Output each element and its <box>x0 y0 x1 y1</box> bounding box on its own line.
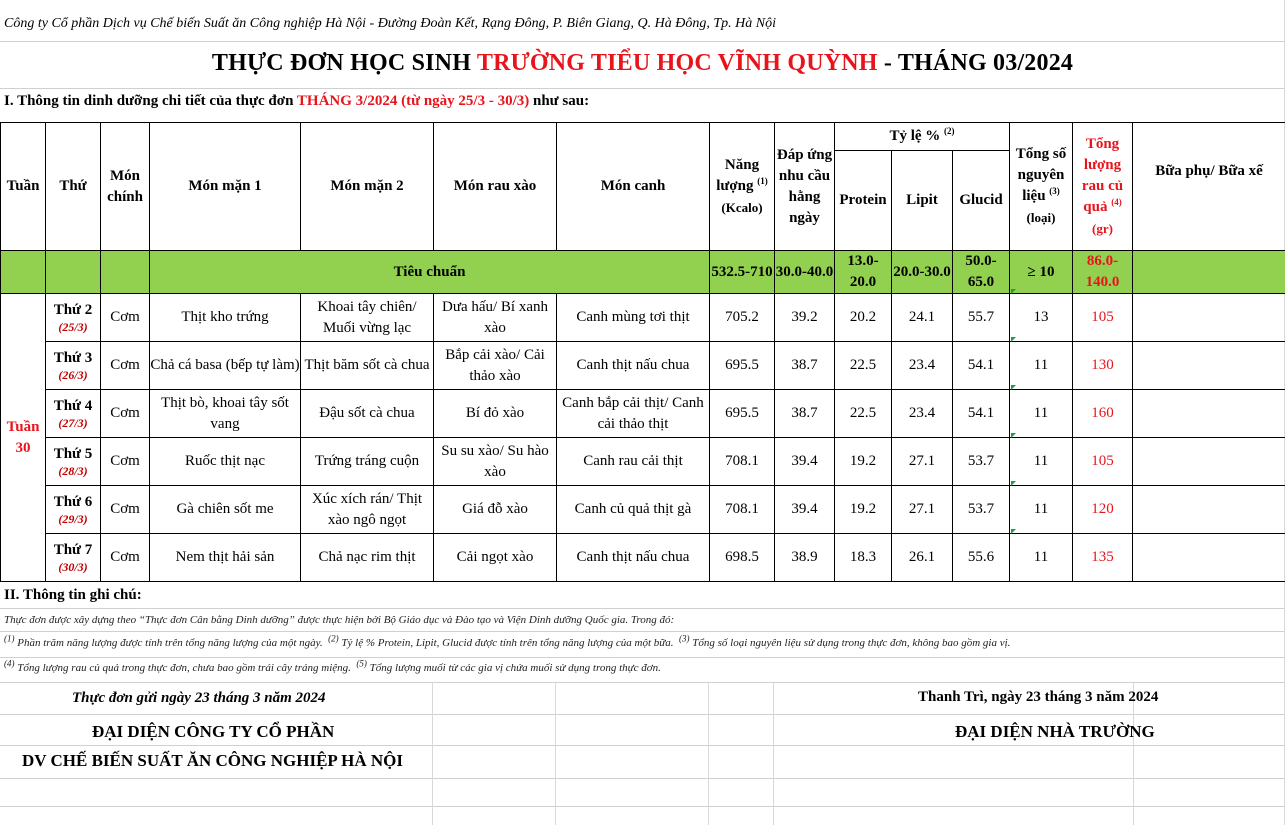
cell-mon-man-1: Nem thịt hải sản <box>150 534 301 582</box>
sent-date: Thực đơn gửi ngày 23 tháng 3 năm 2024 <box>72 690 326 706</box>
note-4: Tổng lượng rau củ quả trong thực đơn, chưa bao gồm trái cây tráng miệng. <box>14 662 351 674</box>
cell-mon-rau-xao: Dưa hấu/ Bí xanh xào <box>434 294 557 342</box>
cell-mon-canh: Canh bắp cải thịt/ Canh cải thảo thịt <box>557 390 710 438</box>
cell-tong-luong: 130 <box>1073 342 1133 390</box>
header-protein: Protein <box>835 151 892 251</box>
standard-nang-luong: 532.5-710 <box>710 251 775 294</box>
day-name: Thứ 4 <box>53 397 93 414</box>
day-name: Thứ 2 <box>53 301 93 318</box>
cell-bua-phu <box>1133 534 1285 582</box>
cell-nang-luong: 708.1 <box>710 438 775 486</box>
header-tong-luong-label: Tổng lượng rau củ quả <box>1081 135 1124 215</box>
day-date: (25/3) <box>58 319 88 334</box>
cell-glucid: 54.1 <box>953 342 1010 390</box>
note-2-sup: (2) <box>328 633 339 644</box>
note-line-1 <box>4 633 1011 649</box>
section1-suffix: như sau: <box>529 93 590 109</box>
section2-heading: II. Thông tin ghi chú: <box>4 587 142 603</box>
cell-tong-so: 11 <box>1010 534 1073 582</box>
cell-tong-so: 11 <box>1010 390 1073 438</box>
company-representative-line1: ĐẠI DIỆN CÔNG TY CỔ PHẦN <box>92 722 335 741</box>
cell-mon-man-2: Đậu sốt cà chua <box>301 390 434 438</box>
cell-mon-canh: Canh rau cải thịt <box>557 438 710 486</box>
cell-nang-luong: 705.2 <box>710 294 775 342</box>
school-representative: ĐẠI DIỆN NHÀ TRƯỜNG <box>955 722 1155 741</box>
note-5: Tổng lượng muối từ các gia vị chứa muối sử dụng trong thực đơn. <box>366 662 661 674</box>
cell-tong-luong: 105 <box>1073 438 1133 486</box>
cell-glucid: 55.6 <box>953 534 1010 582</box>
cell-lipit: 27.1 <box>892 438 953 486</box>
cell-mon-rau-xao: Bí đỏ xào <box>434 390 557 438</box>
cell-mon-chinh: Cơm <box>101 438 150 486</box>
cell-tong-luong: 160 <box>1073 390 1133 438</box>
cell-dap-ung: 38.7 <box>775 390 835 438</box>
header-nang-luong-sup: (1) <box>757 175 768 186</box>
cell-mon-man-1: Chả cá basa (bếp tự làm) <box>150 342 301 390</box>
header-ty-le <box>835 123 1010 151</box>
cell-mon-man-1: Gà chiên sốt me <box>150 486 301 534</box>
cell-protein: 20.2 <box>835 294 892 342</box>
standard-row <box>1 251 1285 294</box>
cell-tong-so: 13 <box>1010 294 1073 342</box>
cell-mon-man-2: Thịt băm sốt cà chua <box>301 342 434 390</box>
cell-mon-man-2: Xúc xích rán/ Thịt xào ngô ngọt <box>301 486 434 534</box>
cell-mon-man-1: Thịt kho trứng <box>150 294 301 342</box>
cell-dap-ung: 38.9 <box>775 534 835 582</box>
note-2: Tỷ lệ % Protein, Lipit, Glucid được tính trên tổng năng lượng của một bữa. <box>338 637 674 649</box>
header-nang-luong-label: Năng lượng <box>716 156 760 194</box>
cell-protein: 22.5 <box>835 342 892 390</box>
standard-protein: 13.0-20.0 <box>835 251 892 294</box>
standard-tong-so: ≥ 10 <box>1010 251 1073 294</box>
title-part1: THỰC ĐƠN HỌC SINH <box>211 50 477 76</box>
company-representative-line2: DV CHẾ BIẾN SUẤT ĂN CÔNG NGHIỆP HÀ NỘI <box>22 751 403 770</box>
table-row <box>1 534 1285 582</box>
day-cell <box>46 390 101 438</box>
cell-mon-chinh: Cơm <box>101 294 150 342</box>
header-mon-rau-xao: Món rau xào <box>434 123 557 251</box>
header-tong-luong <box>1073 123 1133 251</box>
header-tong-so-sup: (3) <box>1049 186 1060 196</box>
cell-tong-luong: 120 <box>1073 486 1133 534</box>
cell-tong-luong: 105 <box>1073 294 1133 342</box>
day-name: Thứ 7 <box>53 541 93 558</box>
cell-mon-chinh: Cơm <box>101 390 150 438</box>
standard-tong-luong: 86.0-140.0 <box>1073 251 1133 294</box>
header-mon-man-2: Món mặn 2 <box>301 123 434 251</box>
title-part2: - THÁNG 03/2024 <box>877 50 1074 76</box>
cell-glucid: 53.7 <box>953 486 1010 534</box>
section1-highlight: THÁNG 3/2024 (từ ngày 25/3 - 30/3) <box>296 93 530 109</box>
note-3-sup: (3) <box>679 633 690 644</box>
day-cell <box>46 486 101 534</box>
cell-mon-canh: Canh củ quả thịt gà <box>557 486 710 534</box>
table-row <box>1 438 1285 486</box>
cell-nang-luong: 695.5 <box>710 342 775 390</box>
cell-lipit: 27.1 <box>892 486 953 534</box>
note-5-sup: (5) <box>356 658 367 669</box>
cell-mon-rau-xao: Giá đỗ xào <box>434 486 557 534</box>
cell-bua-phu <box>1133 342 1285 390</box>
cell-mon-chinh: Cơm <box>101 534 150 582</box>
cell-bua-phu <box>1133 390 1285 438</box>
table-row <box>1 390 1285 438</box>
header-nang-luong <box>710 123 775 251</box>
header-nang-luong-unit: (Kcalo) <box>721 199 763 215</box>
cell-mon-chinh: Cơm <box>101 486 150 534</box>
day-cell <box>46 438 101 486</box>
cell-tong-so: 11 <box>1010 438 1073 486</box>
header-mon-chinh: Món chính <box>101 123 150 251</box>
note-4-sup: (4) <box>4 658 15 669</box>
note-1-sup: (1) <box>4 633 15 644</box>
cell-glucid: 53.7 <box>953 438 1010 486</box>
cell-tong-so: 11 <box>1010 342 1073 390</box>
day-date: (26/3) <box>58 367 88 382</box>
note-intro: Thực đơn được xây dựng theo “Thực đơn Cân bằng Dinh dưỡng” được thực hiện bởi Bộ Giáo dục và Đào tạo và Viện Dinh dưỡng Quốc gia. Trong đó: <box>4 614 675 626</box>
cell-mon-rau-xao: Bắp cải xào/ Cải thảo xào <box>434 342 557 390</box>
cell-nang-luong: 695.5 <box>710 390 775 438</box>
cell-dap-ung: 39.2 <box>775 294 835 342</box>
section1-heading <box>4 93 589 110</box>
header-thu: Thứ <box>46 123 101 251</box>
day-name: Thứ 6 <box>53 493 93 510</box>
header-dap-ung: Đáp ứng nhu cầu hằng ngày <box>775 123 835 251</box>
cell-nang-luong: 708.1 <box>710 486 775 534</box>
note-3: Tổng số loại nguyên liệu sử dụng trong thực đơn, không bao gồm gia vị. <box>689 637 1011 649</box>
note-1: Phần trăm năng lượng được tính trên tổng năng lượng của một ngày. <box>14 637 323 649</box>
standard-glucid: 50.0-65.0 <box>953 251 1010 294</box>
cell-lipit: 24.1 <box>892 294 953 342</box>
week-label: Tuần 30 <box>1 294 46 582</box>
cell-protein: 22.5 <box>835 390 892 438</box>
cell-protein: 18.3 <box>835 534 892 582</box>
cell-mon-man-1: Thịt bò, khoai tây sốt vang <box>150 390 301 438</box>
table-row <box>1 486 1285 534</box>
cell-tong-so: 11 <box>1010 486 1073 534</box>
cell-protein: 19.2 <box>835 486 892 534</box>
menu-table <box>0 122 1285 582</box>
cell-dap-ung: 38.7 <box>775 342 835 390</box>
day-cell <box>46 534 101 582</box>
header-mon-canh: Món canh <box>557 123 710 251</box>
header-ty-le-sup: (2) <box>944 126 955 136</box>
day-date: (27/3) <box>58 415 88 430</box>
cell-mon-canh: Canh mùng tơi thịt <box>557 294 710 342</box>
day-name: Thứ 3 <box>53 349 93 366</box>
cell-nang-luong: 698.5 <box>710 534 775 582</box>
header-tong-so <box>1010 123 1073 251</box>
header-tong-so-unit: (loại) <box>1026 210 1056 225</box>
cell-mon-rau-xao: Su su xào/ Su hào xào <box>434 438 557 486</box>
standard-dap-ung: 30.0-40.0 <box>775 251 835 294</box>
header-glucid: Glucid <box>953 151 1010 251</box>
cell-mon-man-2: Trứng tráng cuộn <box>301 438 434 486</box>
note-line-2 <box>4 658 661 674</box>
company-header: Công ty Cổ phần Dịch vụ Chế biến Suất ăn Công nghiệp Hà Nội - Đường Đoàn Kết, Rạng Đông, P. Biên Giang, Q. Hà Đông, Tp. Hà Nội <box>4 16 776 31</box>
cell-glucid: 55.7 <box>953 294 1010 342</box>
cell-mon-rau-xao: Cải ngọt xào <box>434 534 557 582</box>
day-cell <box>46 294 101 342</box>
cell-mon-chinh: Cơm <box>101 342 150 390</box>
cell-mon-man-1: Ruốc thịt nạc <box>150 438 301 486</box>
place-date: Thanh Trì, ngày 23 tháng 3 năm 2024 <box>918 689 1159 705</box>
day-cell <box>46 342 101 390</box>
header-tuan: Tuần <box>1 123 46 251</box>
cell-bua-phu <box>1133 486 1285 534</box>
section1-prefix: I. Thông tin dinh dưỡng chi tiết của thực đơn <box>4 93 297 109</box>
day-date: (29/3) <box>58 511 88 526</box>
standard-lipit: 20.0-30.0 <box>892 251 953 294</box>
header-ty-le-label: Tỷ lệ % <box>889 128 941 144</box>
table-row <box>1 342 1285 390</box>
cell-tong-luong: 135 <box>1073 534 1133 582</box>
cell-lipit: 23.4 <box>892 342 953 390</box>
header-lipit: Lipit <box>892 151 953 251</box>
cell-mon-canh: Canh thịt nấu chua <box>557 342 710 390</box>
day-date: (30/3) <box>58 559 88 574</box>
header-mon-man-1: Món mặn 1 <box>150 123 301 251</box>
title-school: TRƯỜNG TIỂU HỌC VĨNH QUỲNH <box>476 50 878 76</box>
cell-protein: 19.2 <box>835 438 892 486</box>
cell-glucid: 54.1 <box>953 390 1010 438</box>
cell-dap-ung: 39.4 <box>775 438 835 486</box>
day-name: Thứ 5 <box>53 445 93 462</box>
cell-lipit: 23.4 <box>892 390 953 438</box>
cell-bua-phu <box>1133 294 1285 342</box>
cell-bua-phu <box>1133 438 1285 486</box>
day-date: (28/3) <box>58 463 88 478</box>
page-title <box>0 50 1285 77</box>
cell-mon-man-2: Khoai tây chiên/ Muối vừng lạc <box>301 294 434 342</box>
header-tong-so-label: Tổng số nguyên liệu <box>1015 146 1067 204</box>
cell-dap-ung: 39.4 <box>775 486 835 534</box>
header-tong-luong-sup: (4) <box>1111 196 1122 207</box>
header-bua-phu: Bữa phụ/ Bữa xế <box>1133 123 1285 251</box>
table-row <box>1 294 1285 342</box>
cell-lipit: 26.1 <box>892 534 953 582</box>
header-tong-luong-unit: (gr) <box>1092 220 1113 236</box>
cell-mon-canh: Canh thịt nấu chua <box>557 534 710 582</box>
cell-mon-man-2: Chả nạc rim thịt <box>301 534 434 582</box>
standard-label: Tiêu chuẩn <box>150 251 710 294</box>
